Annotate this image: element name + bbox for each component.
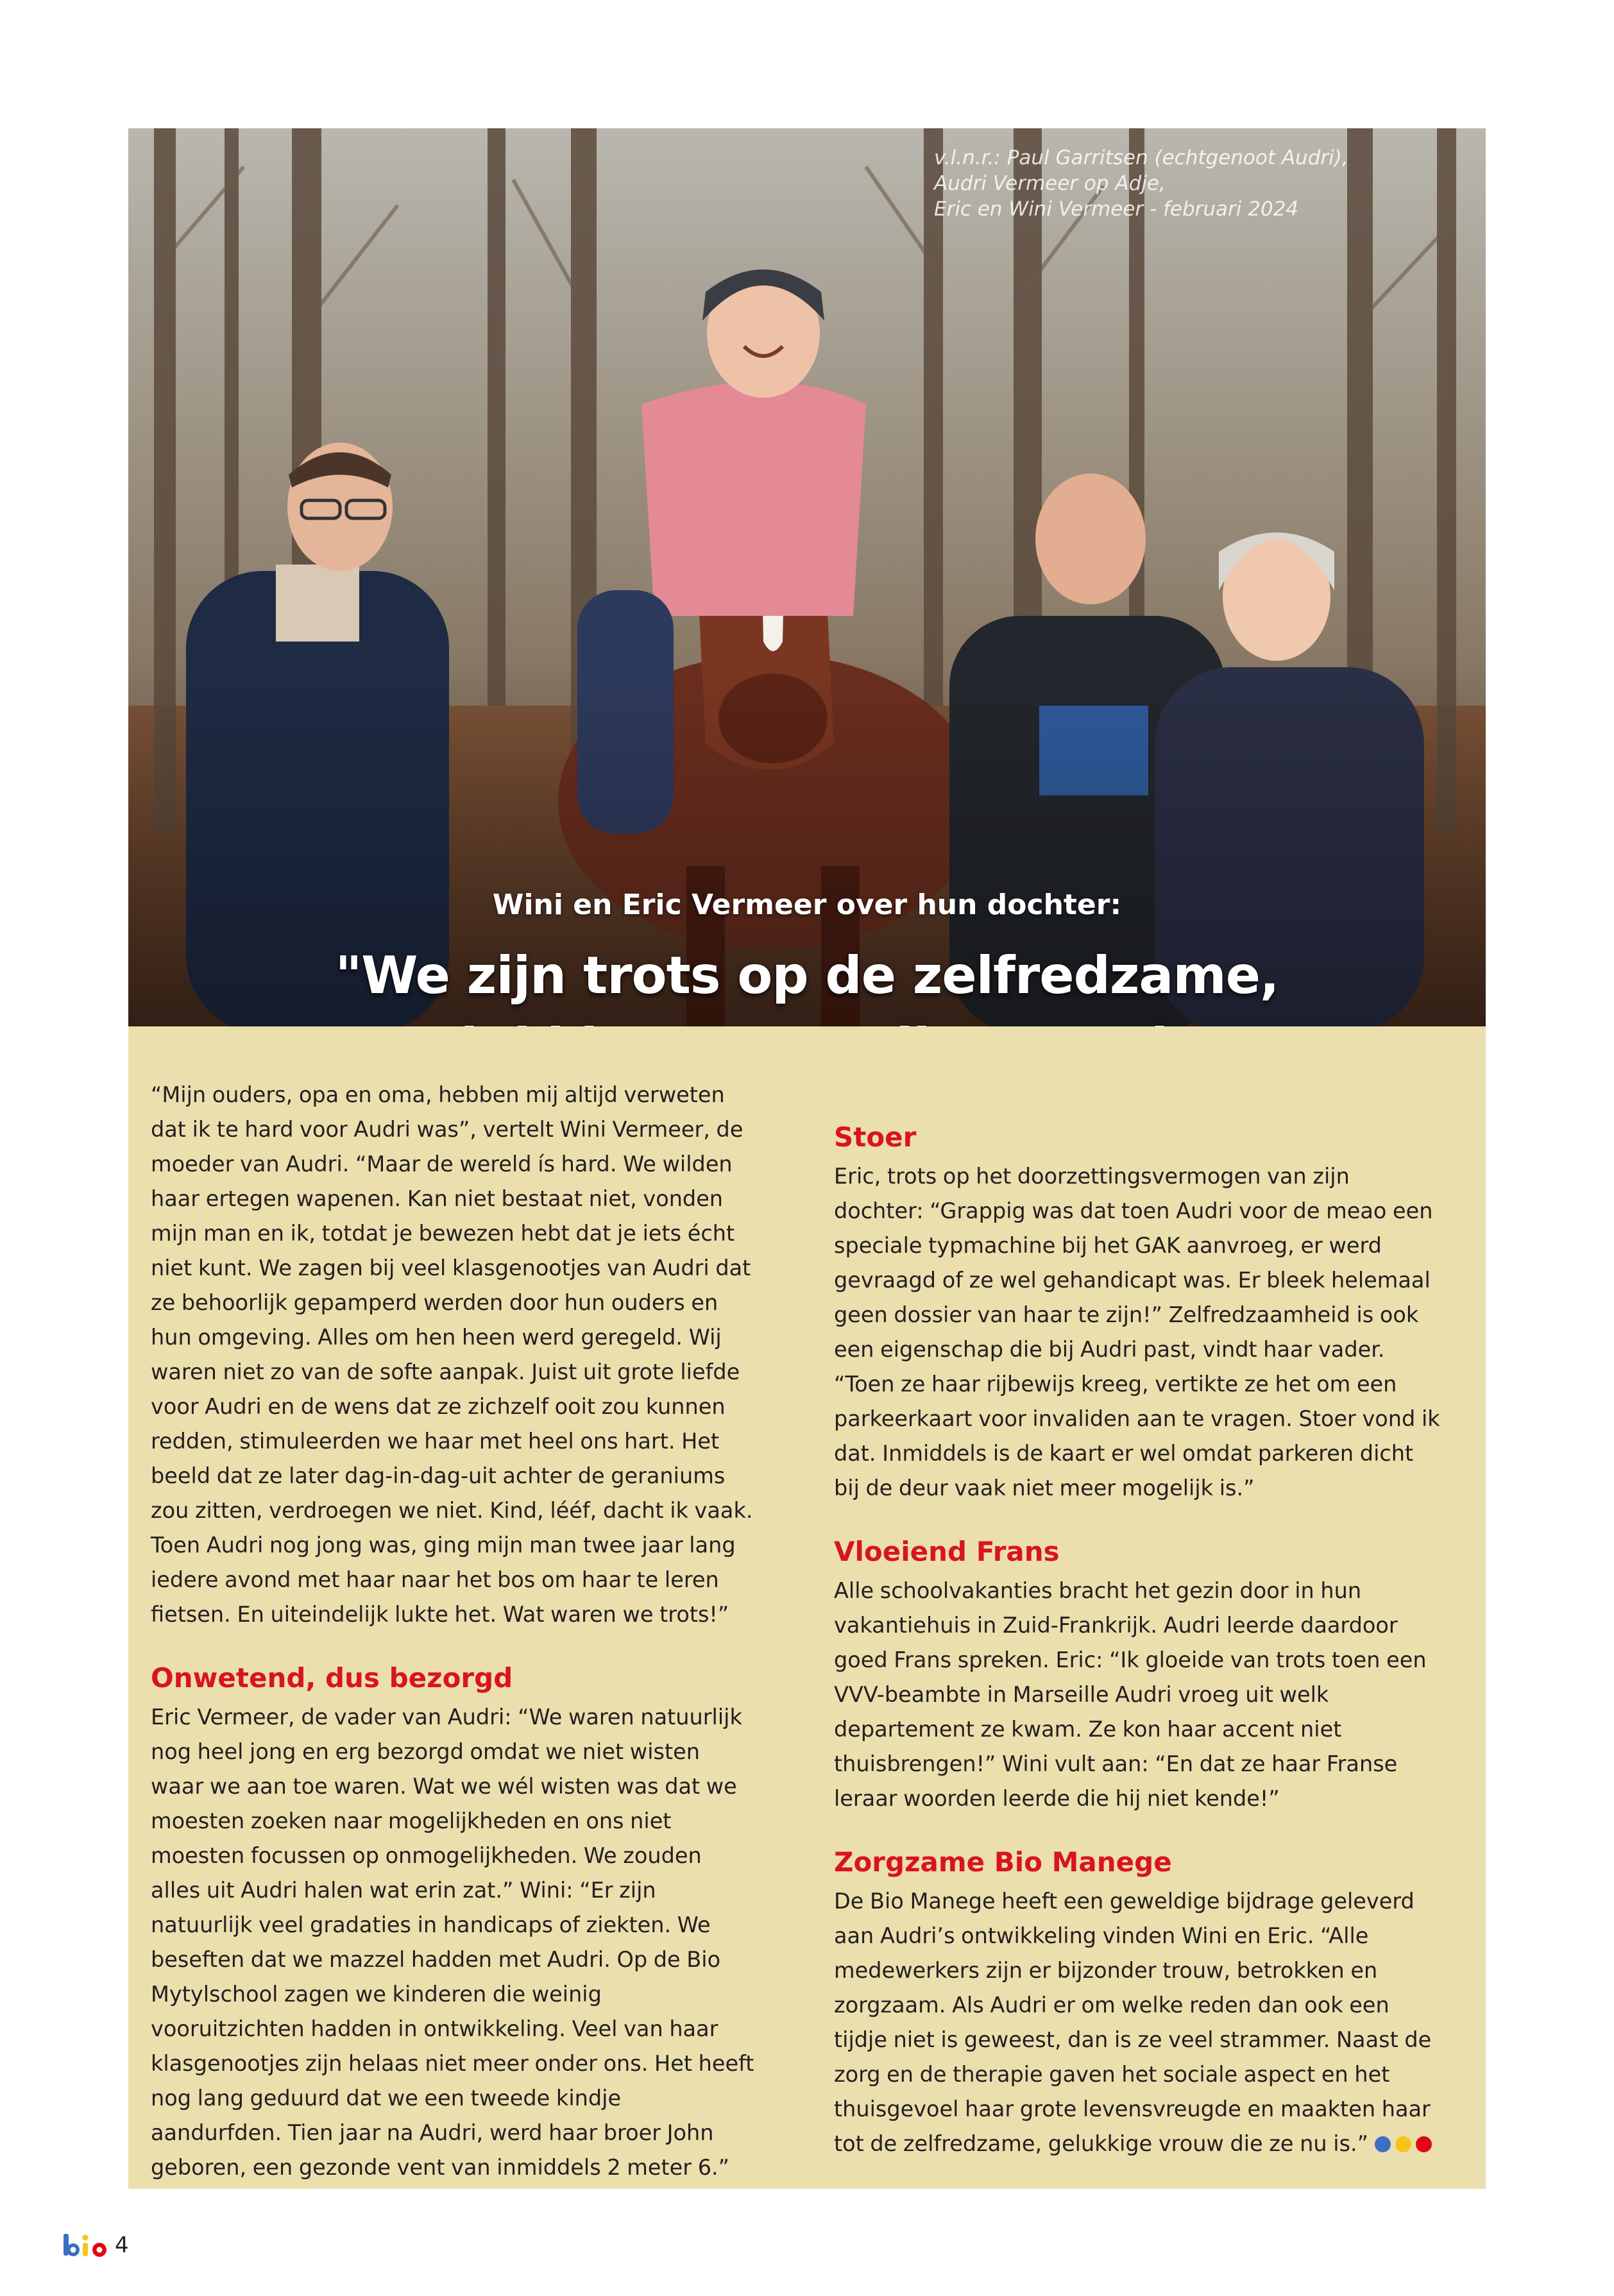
headline-line: "We zijn trots op de zelfredzame, xyxy=(335,946,1279,1005)
photo-caption xyxy=(934,145,1422,222)
final-paragraph-text: De Bio Manege heeft een geweldige bijdrage geleverd aan Audri’s ontwikkeling vinden Wini en Eric. “Alle medewerkers zijn er bijzonder trouw, betrokken en zorgzaam. Als Audri er om welke reden dan ook een tijdje niet is geweest, dan is ze veel strammer. Naast de zorg en de therapie gaven het sociale aspect en het thuisgevoel haar grote levensvreugde en maakten haar tot de zelfredzame, gelukkige vrouw die ze nu is.” xyxy=(834,1889,1432,2156)
section-heading-onwetend: Onwetend, dus bezorgd xyxy=(151,1662,513,1694)
article-kicker: Wini en Eric Vermeer over hun dochter: xyxy=(492,889,1122,921)
end-dot-blue xyxy=(1375,2136,1391,2152)
caption-line: Audri Vermeer op Adje, xyxy=(934,172,1166,195)
section-heading-zorgzame-bio-manege: Zorgzame Bio Manege xyxy=(834,1846,1172,1878)
section-body-zorgzame-bio-manege xyxy=(834,1884,1440,2163)
page-number: 4 xyxy=(115,2232,129,2258)
end-dot-red xyxy=(1416,2136,1432,2152)
bio-logo-icon xyxy=(62,2231,110,2259)
section-body-vloeiend-frans: Alle schoolvakanties bracht het gezin door in hun vakantiehuis in Zuid-Frankrijk. Audri leerde daardoor goed Frans spreken. Eric: “Ik gloeide van trots toen een VVV-beambte in Marseille Audri vroeg uit welk departement ze kwam. Ze kon haar accent niet thuisbrengen!” Wini vult aan: “En dat ze haar Franse leraar woorden leerde die hij niet kende!” xyxy=(834,1578,1427,1811)
caption-line: v.l.n.r.: Paul Garritsen (echtgenoot Audri), xyxy=(934,146,1348,169)
intro-paragraph: “Mijn ouders, opa en oma, hebben mij altijd verweten dat ik te hard voor Audri was”, vertelt Wini Vermeer, de moeder van Audri. “Maar de wereld ís hard. We wilden haar ertegen wapenen. Kan niet bestaat niet, vonden mijn man en ik, totdat je bewezen hebt dat je iets écht niet kunt. We zagen bij veel klasgenootjes van Audri dat ze behoorlijk gepamperd werden door hun ouders en hun omgeving. Alles om hen heen werd geregeld. Wij waren niet zo van de softe aanpak. Juist uit grote liefde voor Audri en de wens dat ze zichzelf ooit zou kunnen redden, stimuleerden we haar met heel ons hart. Het beeld dat ze later dag-in-dag-uit achter de geraniums zou zitten, verdroegen we niet. Kind, lééf, dacht ik vaak. Toen Audri nog jong was, ging mijn man twee jaar lang iedere avond met haar naar het bos om haar te leren fietsen. En uiteindelijk lukte het. Wat waren we trots!” xyxy=(151,1082,753,1627)
section-heading-stoer: Stoer xyxy=(834,1121,917,1153)
hero-photo xyxy=(128,128,1486,1026)
section-body-stoer: Eric, trots op het doorzettingsvermogen van zijn dochter: “Grappig was dat toen Audri voor de meao een speciale typmachine bij het GAK aanvroeg, er werd gevraagd of ze wel gehandicapt was. Er bleek helemaal geen dossier van haar te zijn!” Zelfredzaamheid is ook een eigenschap die bij Audri past, vindt haar vader. “Toen ze haar rijbewijs kreeg, vertikte ze het om een parkeerkaart voor invaliden aan te vragen. Stoer vond ik dat. Inmiddels is de kaart er wel omdat parkeren dicht bij de deur vaak niet meer mogelijk is.” xyxy=(834,1164,1440,1501)
page-footer xyxy=(62,2226,129,2265)
article-panel xyxy=(128,1026,1486,2189)
end-dot-yellow xyxy=(1395,2136,1411,2152)
left-column xyxy=(151,1078,757,2185)
end-mark-dots xyxy=(1375,2128,1436,2163)
right-column xyxy=(834,1119,1440,2163)
section-body-onwetend: Eric Vermeer, de vader van Audri: “We waren natuurlijk nog heel jong en erg bezorgd omdat we niet wisten waar we aan toe waren. Wat we wél wisten was dat we moesten zoeken naar mogelijkheden en ons niet moesten focussen op onmogelijkheden. We zouden alles uit Audri halen wat erin zat.” Wini: “Er zijn natuurlijk veel gradaties in handicaps of ziekten. We beseften dat we mazzel hadden met Audri. Op de Bio Mytylschool zagen we kinderen die weinig vooruitzichten hadden in ontwikkeling. Veel van haar klasgenootjes zijn helaas niet meer onder ons. Het heeft nog lang geduurd dat we een tweede kindje aandurfden. Tien jaar na Audri, werd haar broer John geboren, een gezonde vent van inmiddels 2 meter 6.” xyxy=(151,1705,754,2180)
caption-line: Eric en Wini Vermeer - februari 2024 xyxy=(934,198,1299,221)
section-heading-vloeiend-frans: Vloeiend Frans xyxy=(834,1536,1060,1567)
